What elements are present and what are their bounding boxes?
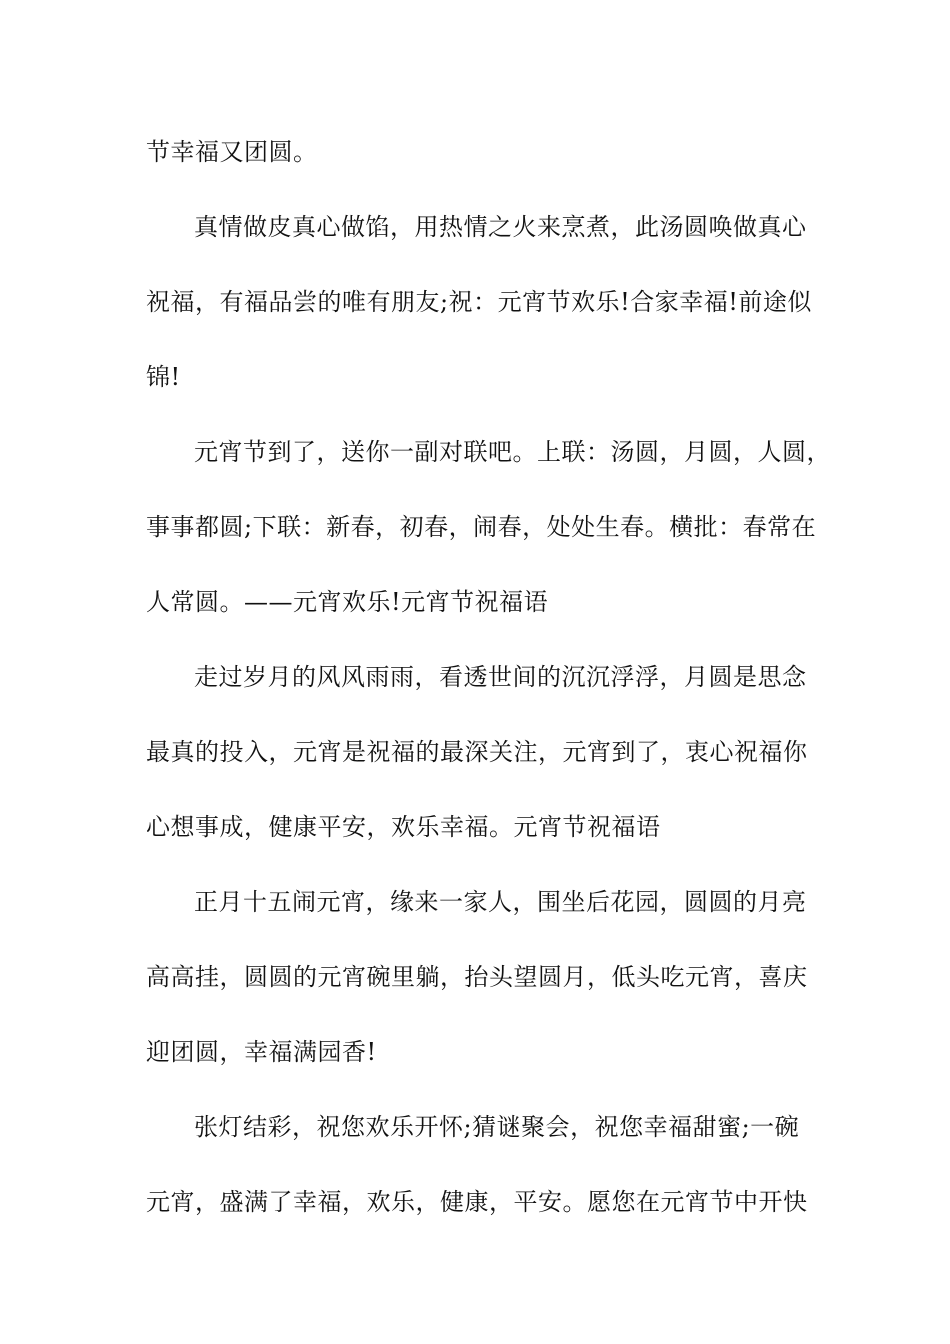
text-line: 高高挂，圆圆的元宵碗里躺，抬头望圆月，低头吃元宵，喜庆: [146, 963, 808, 991]
text-line: 迎团圆，幸福满园香!: [146, 1038, 377, 1066]
paragraph-first-line: 走过岁月的风风雨雨，看透世间的沉沉浮浮，月圆是思念: [194, 663, 807, 691]
text-line: 节幸福又团圆。: [146, 138, 318, 166]
document-body: [146, 128, 831, 1253]
paragraph-first-line: 真情做皮真心做馅，用热情之火来烹煮，此汤圆唤做真心: [194, 213, 807, 241]
paragraph-first-line: 正月十五闹元宵，缘来一家人，围坐后花园，圆圆的月亮: [194, 888, 807, 916]
text-line: 祝福，有福品尝的唯有朋友;祝：元宵节欢乐!合家幸福!前途似: [146, 288, 812, 316]
text-line: 最真的投入，元宵是祝福的最深关注，元宵到了，衷心祝福你: [146, 738, 808, 766]
paragraph-first-line: 张灯结彩，祝您欢乐开怀;猜谜聚会，祝您幸福甜蜜;一碗: [194, 1113, 800, 1141]
text-line: 心想事成，健康平安，欢乐幸福。元宵节祝福语: [146, 813, 661, 841]
text-line: 元宵，盛满了幸福，欢乐，健康，平安。愿您在元宵节中开快: [146, 1188, 808, 1216]
text-line: 人常圆。——元宵欢乐!元宵节祝福语: [146, 588, 549, 616]
text-line: 事事都圆;下联：新春，初春，闹春，处处生春。横批：春常在: [146, 513, 817, 541]
text-line: 锦!: [146, 363, 181, 391]
paragraph-first-line: 元宵节到了，送你一副对联吧。上联：汤圆，月圆，人圆，: [194, 438, 831, 466]
